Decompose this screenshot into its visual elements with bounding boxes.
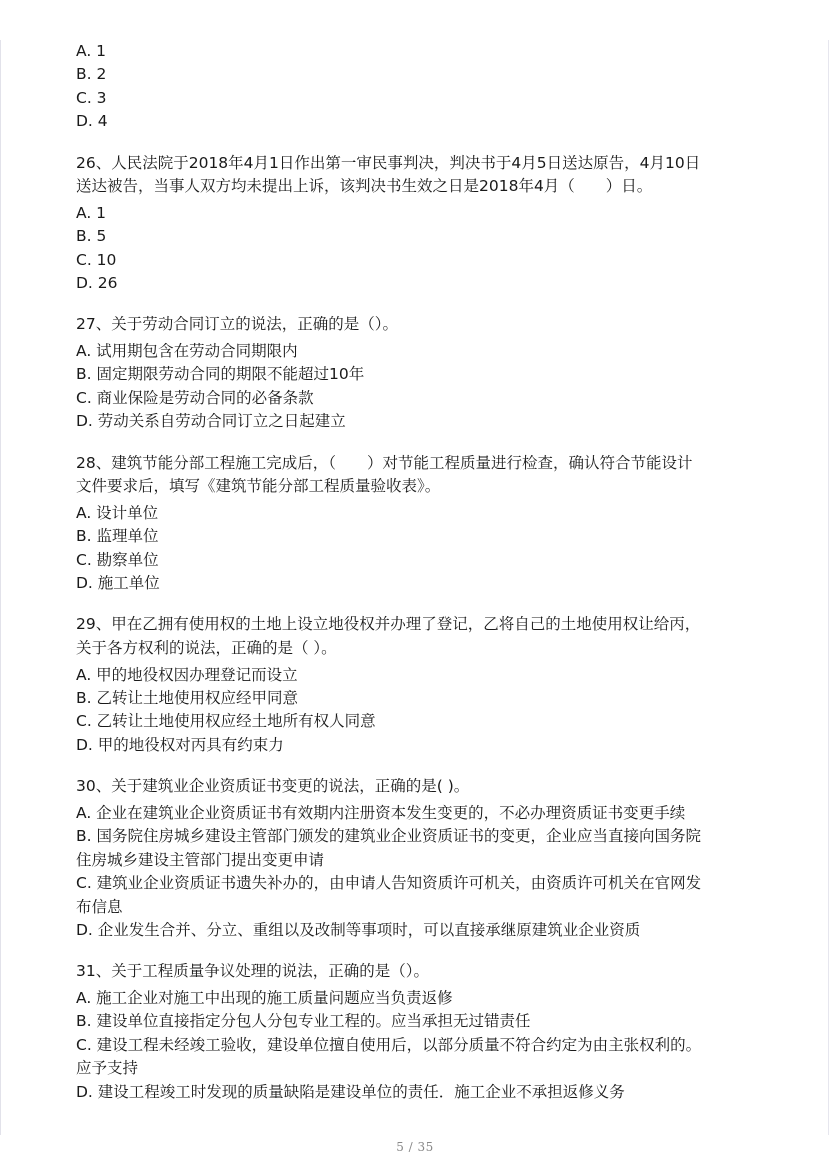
- option-d: D. 企业发生合并、分立、重组以及改制等事项时，可以直接承继原建筑业企业资质: [76, 920, 641, 939]
- option-d: D. 4: [76, 112, 108, 131]
- stem-line: 27、关于劳动合同订立的说法，正确的是（）。: [76, 315, 398, 334]
- option-a: A. 1: [76, 42, 107, 60]
- question-stem: [76, 960, 766, 984]
- question-29: [76, 613, 766, 757]
- option-a: A. 企业在建筑业企业资质证书有效期内注册资本发生变更的，不必办理资质证书变更手续: [76, 803, 686, 822]
- question-25-options: [76, 40, 766, 134]
- question-30: [76, 775, 766, 942]
- question-stem: [76, 775, 766, 799]
- option-a: A. 施工企业对施工中出现的施工质量问题应当负责返修: [76, 988, 453, 1007]
- option-a: A. 设计单位: [76, 503, 159, 522]
- stem-line: 28、建筑节能分部工程施工完成后，（ ）对节能工程质量进行检查，确认符合节能设计: [76, 453, 693, 472]
- option-c: [76, 1034, 766, 1081]
- option-line: C. 建筑业企业资质证书遗失补办的，由申请人告知资质许可机关，由资质许可机关在官网发: [76, 874, 702, 893]
- stem-line: 文件要求后，填写《建筑节能分部工程质量验收表》。: [76, 477, 441, 496]
- stem-line: 送达被告，当事人双方均未提出上诉，该判决书生效之日是2018年4月（ ）日。: [76, 177, 653, 196]
- question-31: [76, 960, 766, 1104]
- stem-line: 31、关于工程质量争议处理的说法，正确的是（）。: [76, 962, 429, 981]
- question-26: [76, 152, 766, 296]
- page-content: [76, 40, 766, 1104]
- option-d: D. 劳动关系自劳动合同订立之日起建立: [76, 412, 346, 431]
- option-line: 应予支持: [76, 1059, 139, 1078]
- option-c: C. 商业保险是劳动合同的必备条款: [76, 388, 314, 407]
- option-b: B. 2: [76, 65, 107, 84]
- page-indicator: 5 / 35: [396, 1140, 434, 1154]
- option-d: D. 甲的地役权对丙具有约束力: [76, 735, 284, 754]
- option-b: B. 固定期限劳动合同的期限不能超过10年: [76, 365, 365, 384]
- option-line: 住房城乡建设主管部门提出变更申请: [76, 850, 325, 869]
- option-a: A. 甲的地役权因办理登记而设立: [76, 665, 298, 684]
- option-d: D. 建设工程竣工时发现的质量缺陷是建设单位的责任．施工企业不承担返修义务: [76, 1082, 625, 1101]
- option-line: B. 国务院住房城乡建设主管部门颁发的建筑业企业资质证书的变更，企业应当直接向国务院: [76, 827, 701, 846]
- option-line: 布信息: [76, 897, 123, 916]
- option-b: [76, 825, 766, 872]
- stem-line: 关于各方权利的说法，正确的是（ ）。: [76, 639, 337, 658]
- option-a: A. 试用期包含在劳动合同期限内: [76, 342, 298, 361]
- option-line: C. 建设工程未经竣工验收，建设单位擅自使用后，以部分质量不符合约定为由主张权利的。: [76, 1035, 702, 1054]
- option-d: D. 施工单位: [76, 574, 160, 593]
- option-d: D. 26: [76, 274, 118, 293]
- option-c: C. 乙转让土地使用权应经土地所有权人同意: [76, 712, 376, 731]
- question-28: [76, 452, 766, 596]
- option-b: B. 建设单位直接指定分包人分包专业工程的。应当承担无过错责任: [76, 1012, 531, 1031]
- option-b: B. 乙转让土地使用权应经甲同意: [76, 689, 298, 708]
- question-stem: [76, 152, 766, 199]
- question-27: [76, 313, 766, 433]
- stem-line: 30、关于建筑业企业资质证书变更的说法，正确的是( )。: [76, 777, 470, 796]
- stem-line: 26、人民法院于2018年4月1日作出第一审民事判决，判决书于4月5日送达原告，4月10日: [76, 153, 701, 172]
- question-stem: [76, 613, 766, 660]
- option-c: C. 勘察单位: [76, 550, 159, 569]
- option-b: B. 5: [76, 227, 107, 246]
- option-c: C. 10: [76, 250, 117, 269]
- option-b: B. 监理单位: [76, 527, 159, 546]
- option-c: C. 3: [76, 88, 107, 107]
- question-stem: [76, 452, 766, 499]
- stem-line: 29、甲在乙拥有使用权的土地上设立地役权并办理了登记，乙将自己的土地使用权让给丙，: [76, 615, 701, 634]
- option-a: A. 1: [76, 203, 107, 222]
- option-c: [76, 872, 766, 919]
- question-stem: [76, 313, 766, 337]
- document-page: [0, 40, 829, 1135]
